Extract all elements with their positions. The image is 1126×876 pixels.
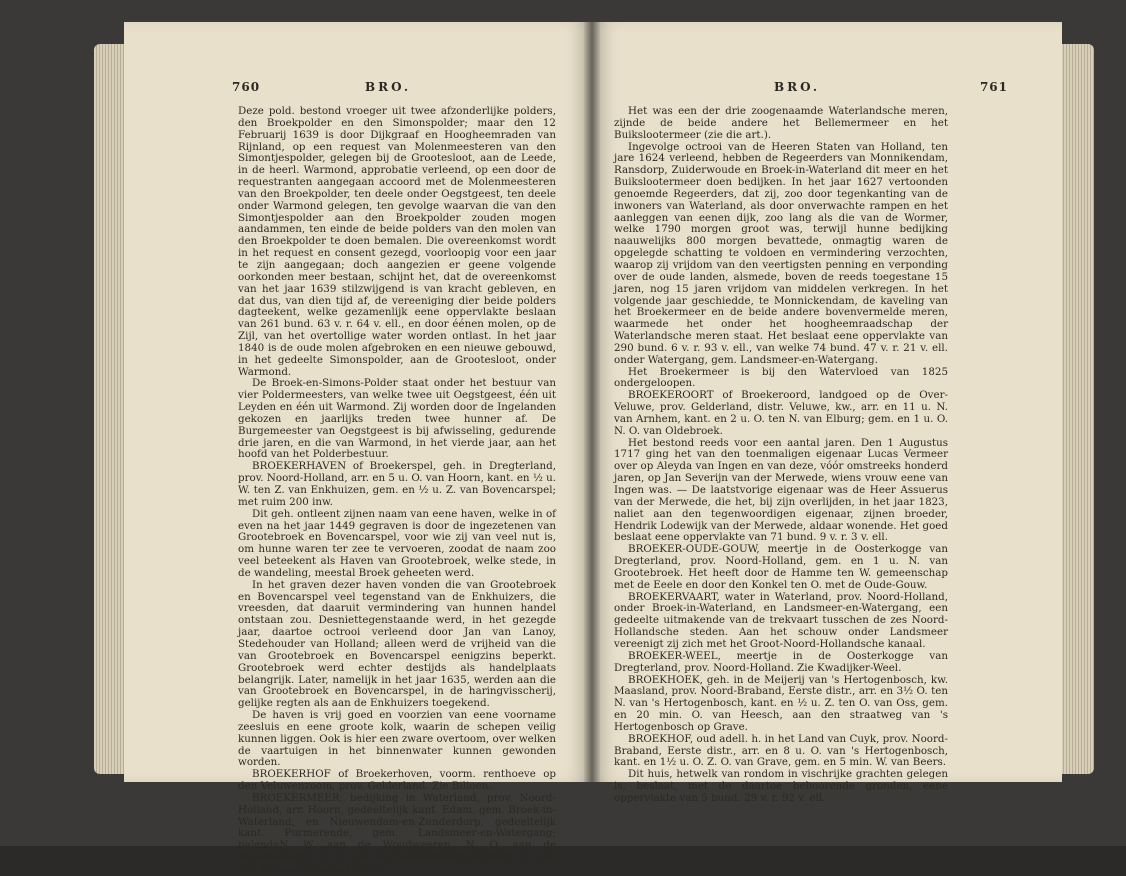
paragraph: BROEKERVAART, water in Waterland, prov. Noord-Holland, onder Broek-in-Waterland, en Landsmeer-en-Watergang, een gedeelte uitmakende van de trekvaart tusschen de zes Noord-Hollandsche steden. Aan het schouw onder Landsmeer vereenigt zij zich met het Groot-Noord-Hollandsche kanaal. bbox=[614, 590, 948, 650]
right-page-text bbox=[614, 106, 948, 805]
left-running-head: BRO. bbox=[364, 80, 412, 94]
paragraph: BROEKERHAVEN of Broekerspel, geh. in Dregterland, prov. Noord-Holland, arr. en 5 u. O. van Hoorn, kant. en ½ u. W. ten Z. van Enkhuizen, gem. en ½ u. Z. van Bovencarspel; met ruim 200 inw. bbox=[238, 460, 556, 508]
paragraph: BROEKER-OUDE-GOUW, meertje in de Oosterkogge van Dregterland, prov. Noord-Holland, gem. en 1 u. N. van Grootebroek. Het heeft door de Hamme ten W. gemeenschap met de Eeele en door den Konkel ten O. met de Oude-Gouw. bbox=[614, 543, 948, 591]
paragraph: BROEKEROORT of Broekeroord, landgoed op de Over-Veluwe, prov. Gelderland, distr. Veluwe, kw., arr. en 11 u. N. van Arnhem, kant. en 2 u. O. ten N. van Elburg; gem. en 1 u. O. N. O. van Oldebroek. bbox=[614, 389, 948, 437]
right-page-header bbox=[592, 80, 1062, 96]
paragraph: BROEKERMEER, bedijking in Waterland, prov. Noord-Holland, arr. Hoorn, gedeeltelijk kant. Edam, gem. Broek-in-Waterland, en Nieuwendam-en-Zunderdorp, gedeeltelijk kant. Purmerende, gem. Landsmeer-en-Watergang; palendeN. W. aan de Woudweeren, N. O. aan de Binnenweeren, Z. O. aan de Tweehonderd-Deimten, Z. aan den Grooten-Blaauwpolder. bbox=[238, 791, 556, 875]
paragraph: BROEKHOF, oud adell. h. in het Land van Cuyk, prov. Noord-Braband, Eerste distr., arr. en 8 u. O. van 's Hertogenbosch, kant. en 1½ u. O. Z. O. van Grave, gem. en 5 min. W. van Beers. bbox=[614, 732, 948, 769]
paragraph: Dit huis, hetwelk van rondom in vischrijke grachten gelegen is, beslaat, met de daartoe behoorende gronden, eene oppervlakte van 5 bund. 29 v. r. 92 v. ell. bbox=[614, 768, 948, 804]
left-page bbox=[124, 22, 592, 875]
paragraph: De Broek-en-Simons-Polder staat onder het bestuur van vier Poldermeesters, van welke twee uit Oegstgeest, één uit Leyden en één uit Warmond. Zij worden door de Ingelanden gekozen en jaarlijks treden twee hunner af. De Burgemeester van Oegstgeest is bij afwisseling, gedurende drie jaren, en die van Warmond, in het vierde jaar, aan het hoofd van het Polderbestuur. bbox=[238, 377, 556, 461]
right-page-number: 761 bbox=[979, 80, 1008, 94]
paragraph: Het was een der drie zoogenaamde Waterlandsche meren, zijnde de beide andere het Bellemermeer en het Buikslootermeer (zie die art.). bbox=[614, 105, 948, 141]
left-page-text bbox=[238, 106, 556, 876]
paragraph: De haven is vrij goed en voorzien van eene voorname zeesluis en eene groote kolk, waarin de schepen veilig kunnen liggen. Ook is hier een zware overtoom, over welken de vaartuigen in het binnenwater kunnen gewonden worden. bbox=[238, 709, 556, 769]
paragraph: Dit geh. ontleent zijnen naam van eene haven, welke in of even na het jaar 1449 gegraven is door de ingezetenen van Grootebroek en Bovencarspel, voor wie zij van veel nut is, om hunne waren ter zee te vervoeren, zoodat de naam zoo veel beteekent als Haven van Grootebroek, welke stede, in de wandeling, meestal Broek geheeten werd. bbox=[238, 507, 556, 579]
paragraph: Het bestond reeds voor een aantal jaren. Den 1 Augustus 1717 ging het van den toenmaligen eigenaar Lucas Vermeer over op Aleyda van Ingen en van deze, vóór omstreeks honderd jaren, op Jan Severijn van der Merwede, wiens vrouw eene van Ingen was. — De laatstvorige eigenaar was de Heer Assuerus van der Merwede, die het, bij zijn overlijden, in het jaar 1823, naliet aan den tegenwoordigen eigenaar, zijnen broeder, Hendrik Lodewijk van der Merwede, aldaar wonende. Het goed beslaat eene oppervlakte van 71 bund. 9 v. r. 3 v. ell. bbox=[614, 436, 948, 544]
left-page-header bbox=[124, 80, 592, 96]
paragraph: BROEKERHOF of Broekerhoven, voorm. renthoeve op den Veluwenzoom, prov. Gelderland. Zie Bilioen. bbox=[238, 768, 556, 793]
paragraph: Het Broekermeer is bij den Watervloed van 1825 ondergeloopen. bbox=[614, 365, 948, 390]
open-book bbox=[94, 14, 1094, 875]
paragraph: In het graven dezer haven vonden die van Grootebroek en Bovencarspel veel tegenstand van de Enkhuizers, die vreesden, dat daaruit vermindering van hunnen handel ontstaan zou. Desniettegenstaande werd, in het gezegde jaar, daartoe octrooi verleend door Jan van Lanoy, Stedehouder van Holland; alleen werd de vrijheid van die van Grootebroek en Bovencarspel eenigzins beperkt. Grootebroek werd echter destijds als handelplaats belangrijk. Later, namelijk in het jaar 1635, werden aan die van Grootebroek en Bovencarspel, in de haringvisscherij, gelijke regten als aan de Enkhuizers toegekend. bbox=[238, 578, 556, 710]
right-page bbox=[592, 22, 1062, 804]
paragraph: BROEKER-WEEL, meertje in de Oosterkogge van Dregterland, prov. Noord-Holland. Zie Kwadijker-Weel. bbox=[614, 649, 948, 674]
book-gutter bbox=[584, 22, 600, 782]
paragraph: Deze pold. bestond vroeger uit twee afzonderlijke polders, den Broekpolder en den Simonspolder; maar den 12 Februarij 1639 is door Dijkgraaf en Hoogheemraden van Rijnland, op een request van Molenmeesteren van den Simontjespolder, gelegen bij de Grootesloot, aan de Leede, in de heerl. Warmond, approbatie verleend, op een door de requestranten aangegaan accoord met de Molenmeesteren van den Broekpolder, ten deele onder Oegstgeest, ten deele onder Warmond gelegen, ten gevolge waarvan die van den Simontjespolder aan den Broekpolder zouden mogen aandammen, ten einde de beide polders van den molen van den Broekpolder te doen bemalen. Die overeenkomst wordt in het request en consent gezegd, voorloopig voor een jaar te zijn aangegaan; doch aangezien er geene volgende oorkonden meer bestaan, schijnt het, dat de overeenkomst van het jaar 1639 stilzwijgend is van kracht gebleven, en dat dus, van dien tijd af, de vereeniging dier beide polders dagteekent, welke gezamenlijk eene oppervlakte beslaan van 261 bund. 63 v. r. 64 v. ell., en door éénen molen, op de Zijl, van het overtollige water worden ontlast. In het jaar 1840 is de oude molen afgebroken en een nieuwe gebouwd, in het gedeelte Simonspolder, aan de Grootesloot, onder Warmond. bbox=[238, 105, 556, 378]
paragraph: Ingevolge octrooi van de Heeren Staten van Holland, ten jare 1624 verleend, hebben de Regeerders van Monnikendam, Ransdorp, Zuiderwoude en Broek-in-Waterland dit meer en het Buikslootermeer doen bedijken. In het jaar 1627 vertoonden genoemde Regeerders, dat zij, zoo door tegenkanting van de inwoners van Waterland, als door onverwachte rampen en het aanleggen van eenen dijk, zoo lang als die van de Wormer, welke 1790 morgen groot was, terwijl hunne bedijking naauwelijks 800 morgen bevattede, onmagtig waren de opgelegde schatting te voldoen en vermindering verzochten, waarop zij vrijdom van den veertigsten penning en verponding over de oude landen, alsmede, boven de reeds toegestane 15 jaren, nog 15 jaren vrijdom van middelen verkregen. In het volgende jaar geschiedde, te Monnickendam, de kaveling van het Broekermeer en de beide andere bovenvermelde meren, waarmede het onder het hoogheemraadschap der Waterlandsche meren staat. Het beslaat eene oppervlakte van 290 bund. 6 v. r. 93 v. ell., van welke 74 bund. 47 v. r. 21 v. ell. onder Watergang, gem. Landsmeer-en-Watergang. bbox=[614, 140, 948, 366]
left-page-number: 760 bbox=[232, 80, 261, 94]
right-running-head: BRO. bbox=[773, 80, 821, 94]
paragraph: BROEKHOEK, geh. in de Meijerij van 's Hertogenbosch, kw. Maasland, prov. Noord-Braband, Eerste distr., arr. en 3½ O. ten N. van 's Hertogenbosch, kant. en ½ u. Z. ten O. van Oss, gem. en 20 min. O. van Heesch, aan den straatweg van 's Hertogenbosch op Grave. bbox=[614, 673, 948, 733]
